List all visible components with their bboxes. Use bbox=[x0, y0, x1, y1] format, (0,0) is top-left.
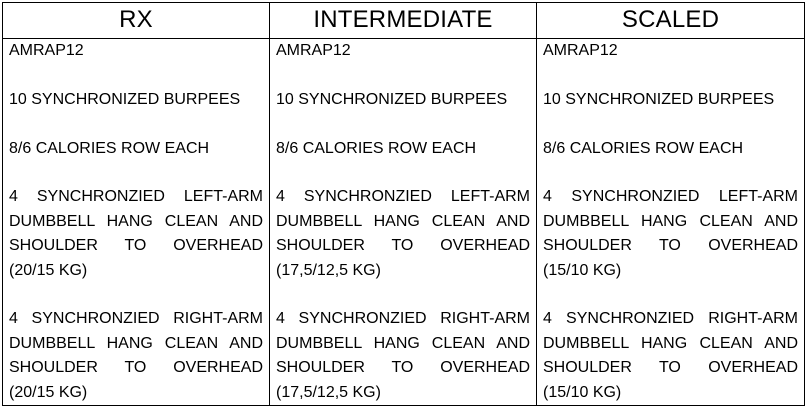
spacer bbox=[9, 283, 263, 307]
spacer bbox=[543, 161, 798, 185]
scaled-left-arm: 4 SYNCHRONZIED LEFT-ARM DUMBBELL HANG CLEAN AND SHOULDER TO OVERHEAD (15/10 KG) bbox=[543, 188, 798, 279]
spacer bbox=[276, 283, 530, 307]
intermediate-burpees: 10 SYNCHRONIZED BURPEES bbox=[276, 90, 508, 108]
scaled-burpees: 10 SYNCHRONIZED BURPEES bbox=[543, 90, 775, 108]
header-row bbox=[3, 3, 805, 39]
scaled-right-arm: 4 SYNCHRONZIED RIGHT-ARM DUMBBELL HANG CLEAN AND SHOULDER TO OVERHEAD (15/10 KG) bbox=[543, 310, 798, 401]
rx-left-arm: 4 SYNCHRONZIED LEFT-ARM DUMBBELL HANG CLEAN AND SHOULDER TO OVERHEAD (20/15 KG) bbox=[9, 188, 263, 279]
scaled-row: 8/6 CALORIES ROW EACH bbox=[543, 139, 744, 157]
rx-burpees: 10 SYNCHRONIZED BURPEES bbox=[9, 90, 241, 108]
spacer bbox=[276, 161, 530, 185]
workout-row bbox=[3, 39, 805, 406]
header-scaled: SCALED bbox=[537, 3, 805, 39]
rx-right-arm: 4 SYNCHRONZIED RIGHT-ARM DUMBBELL HANG CLEAN AND SHOULDER TO OVERHEAD (20/15 KG) bbox=[9, 310, 263, 401]
intermediate-right-arm: 4 SYNCHRONZIED RIGHT-ARM DUMBBELL HANG CLEAN AND SHOULDER TO OVERHEAD (17,5/12,5 KG) bbox=[276, 310, 530, 401]
spacer bbox=[543, 63, 798, 87]
intermediate-left-arm: 4 SYNCHRONZIED LEFT-ARM DUMBBELL HANG CLEAN AND SHOULDER TO OVERHEAD (17,5/12,5 KG) bbox=[276, 188, 530, 279]
header-intermediate: INTERMEDIATE bbox=[270, 3, 537, 39]
workout-table-container bbox=[2, 2, 804, 404]
intermediate-cell bbox=[270, 39, 537, 406]
spacer bbox=[9, 112, 263, 136]
header-rx: RX bbox=[3, 3, 270, 39]
rx-cell bbox=[3, 39, 270, 406]
scaled-cell bbox=[537, 39, 805, 406]
scaled-format: AMRAP12 bbox=[543, 42, 618, 59]
spacer bbox=[9, 161, 263, 185]
spacer bbox=[276, 63, 530, 87]
spacer bbox=[543, 112, 798, 136]
rx-row: 8/6 CALORIES ROW EACH bbox=[9, 139, 210, 157]
intermediate-format: AMRAP12 bbox=[276, 42, 351, 59]
spacer bbox=[543, 283, 798, 307]
rx-format: AMRAP12 bbox=[9, 42, 84, 59]
spacer bbox=[9, 63, 263, 87]
intermediate-row: 8/6 CALORIES ROW EACH bbox=[276, 139, 477, 157]
workout-table bbox=[2, 2, 805, 406]
spacer bbox=[276, 112, 530, 136]
